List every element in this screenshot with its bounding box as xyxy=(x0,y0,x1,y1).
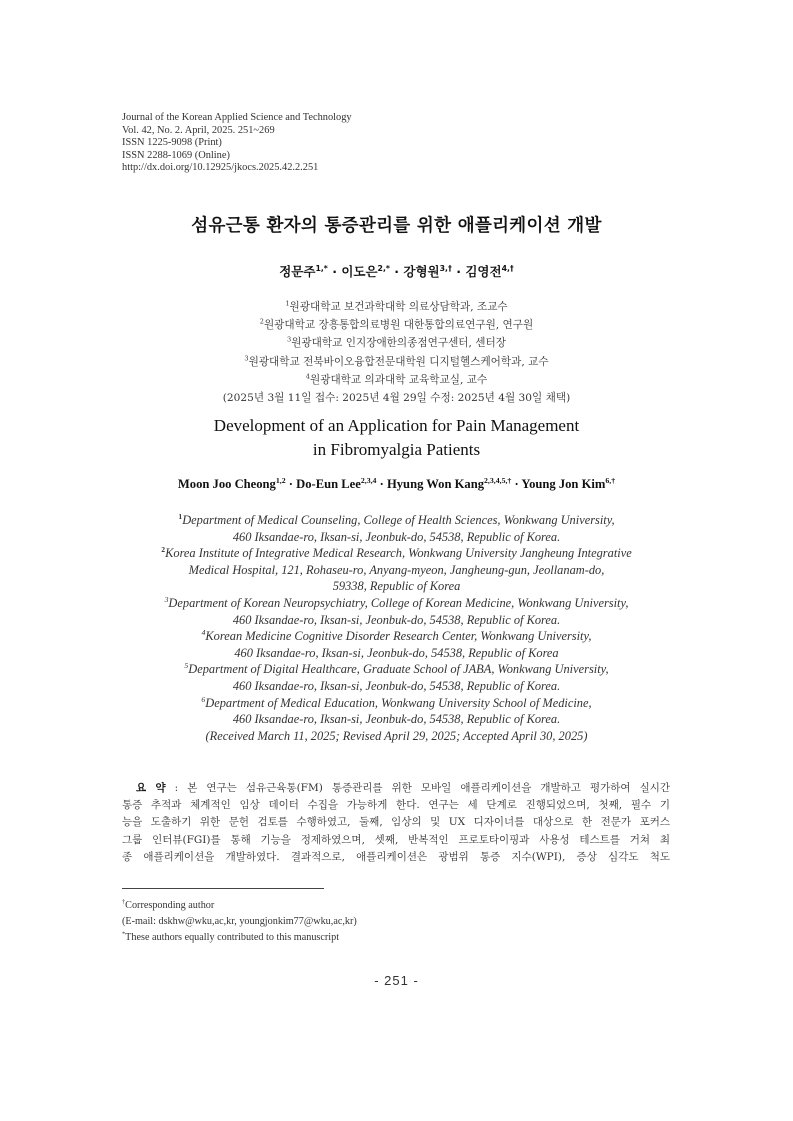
abstract-label: 요 약 xyxy=(136,782,166,794)
author-affil-sup: 4,† xyxy=(501,263,514,273)
author-name: Moon Joo Cheong xyxy=(177,477,276,491)
author-name: Young Jon Kim xyxy=(521,477,606,491)
author-affil-sup: 6,† xyxy=(605,475,616,485)
affiliation-line xyxy=(0,298,793,316)
footnote-divider xyxy=(122,888,324,889)
abstract-line: 종 애플리케이션을 개발하였다. 결과적으로, 애플리케이션은 광범위 통증 지수(WPI), 증상 심각도 척도 xyxy=(122,850,670,863)
author-separator: · xyxy=(394,264,400,279)
affiliation-line xyxy=(0,595,793,612)
affiliation-line: Medical Hospital, 121, Rohaseu-ro, Anyang-myeon, Jangheung-gun, Jeollanam-do, xyxy=(188,562,605,577)
affil-text: 원광대학교 의과대학 교육학교실, 교수 xyxy=(309,373,488,386)
author-affil-sup: 3,† xyxy=(439,263,452,273)
affil-sup: 4 xyxy=(201,628,206,638)
affil-sup: 1 xyxy=(285,299,290,308)
affil-sup: 5 xyxy=(184,661,189,671)
korean-title: 섬유근통 환자의 통증관리를 위한 애플리케이션 개발 xyxy=(191,216,602,236)
affil-text: Department of Medical Education, Wonkwang University School of Medicine, xyxy=(205,695,592,710)
corresponding-author-note xyxy=(122,898,357,914)
affil-sup: 4 xyxy=(305,372,310,381)
author-name: 강형원 xyxy=(403,264,440,279)
affiliation-line: 460 Iksandae-ro, Iksan-si, Jeonbuk-do, 54538, Republic of Korea. xyxy=(232,612,561,627)
author-name: 정문주 xyxy=(279,264,316,279)
author-affil-sup: 2,* xyxy=(377,263,390,273)
author-separator: · xyxy=(456,264,461,279)
korean-affiliations xyxy=(0,298,793,407)
abstract-line xyxy=(122,780,670,797)
affiliation-line xyxy=(0,545,793,562)
dagger-mark: † xyxy=(122,898,126,906)
issn-print: ISSN 1225-9098 (Print) xyxy=(122,137,222,149)
affil-text: Department of Digital Healthcare, Graduate School of JABA, Wonkwang University, xyxy=(188,662,609,677)
affil-text: 원광대학교 전북바이오융합전문대학원 디지털헬스케어학과, 교수 xyxy=(248,355,549,368)
affil-text: Department of Korean Neuropsychiatry, College of Korean Medicine, Wonkwang University, xyxy=(168,595,629,610)
affiliation-line xyxy=(0,628,793,645)
affiliation-line xyxy=(0,316,793,334)
author-affil-sup: 1,* xyxy=(315,263,328,273)
author-separator: · xyxy=(379,477,384,491)
journal-info xyxy=(122,112,352,175)
abstract-line: 그룹 인터뷰(FGI)를 통해 기능을 정제하였으며, 셋째, 반복적인 프로토타이핑과 사용성 테스트를 거쳐 최 xyxy=(122,833,670,846)
affil-text: Korean Medicine Cognitive Disorder Research Center, Wonkwang University, xyxy=(205,629,592,644)
affiliation-line xyxy=(0,371,793,389)
affiliation-line xyxy=(0,334,793,352)
footnote-text: Corresponding author xyxy=(125,900,215,911)
author-name: Hyung Won Kang xyxy=(386,477,485,491)
affil-sup: 3 xyxy=(287,335,292,344)
author-affil-sup: 2,3,4,5,† xyxy=(484,475,512,485)
corresponding-email: (E-mail: dskhw@wku,ac,kr, youngjonkim77@wku,ac,kr) xyxy=(122,916,357,927)
asterisk-mark: * xyxy=(122,930,126,938)
received-dates-korean: (2025년 3월 11일 접수: 2025년 4월 29일 수정: 2025년 4월 30일 채택) xyxy=(222,392,571,405)
affiliation-line: 460 Iksandae-ro, Iksan-si, Jeonbuk-do, 54538, Republic of Korea. xyxy=(232,529,561,544)
affil-sup: 2 xyxy=(259,317,264,326)
journal-volume: Vol. 42, No. 2. April, 2025. 251~269 xyxy=(122,124,275,136)
affiliation-line: 59338, Republic of Korea xyxy=(332,579,461,594)
affiliation-line xyxy=(0,353,793,371)
abstract-line: 통증 추적과 체계적인 임상 데이터 수집을 가능하게 한다. 연구는 세 단계로 진행되었으며, 첫째, 필수 기 xyxy=(122,799,670,812)
author-separator: · xyxy=(514,477,519,491)
affil-text: Department of Medical Counseling, College of Health Sciences, Wonkwang University, xyxy=(182,513,615,527)
affil-text: 원광대학교 보건과학대학 의료상담학과, 조교수 xyxy=(289,301,508,313)
affil-sup: 6 xyxy=(201,694,206,704)
author-separator: · xyxy=(288,477,293,491)
author-separator: · xyxy=(332,264,337,279)
affiliation-line: 460 Iksandae-ro, Iksan-si, Jeonbuk-do, 54538, Republic of Korea. xyxy=(232,712,561,727)
english-title xyxy=(0,414,793,462)
english-title-line: in Fibromyalgia Patients xyxy=(312,440,481,459)
english-title-line: Development of an Application for Pain Management xyxy=(213,416,580,435)
affiliation-line xyxy=(0,512,793,529)
affiliation-line xyxy=(0,661,793,678)
doi-link[interactable]: http://dx.doi.org/10.12925/jkocs.2025.42.2.251 xyxy=(122,162,319,174)
abstract xyxy=(122,780,670,866)
affil-sup: 1 xyxy=(178,511,183,521)
affil-sup: 2 xyxy=(161,545,166,555)
affiliation-line: 460 Iksandae-ro, Iksan-si, Jeonbuk-do, 54538, Republic of Korea xyxy=(234,645,559,660)
page-number: - 251 - xyxy=(374,973,419,988)
affil-sup: 3 xyxy=(244,354,249,363)
author-affil-sup: 2,3,4 xyxy=(360,475,377,485)
author-affil-sup: 1,2 xyxy=(275,475,286,485)
abstract-line: 능을 도출하기 위한 문헌 검토를 수행하였고, 둘째, 임상의 및 UX 디자이너를 대상으로 한 전문가 포커스 xyxy=(122,816,670,829)
affil-text: 원광대학교 인지장애한의종점연구센터, 센터장 xyxy=(291,337,506,350)
affil-text: 원광대학교 장흥통합의료병원 대한통합의료연구원, 연구원 xyxy=(263,319,534,332)
issn-online: ISSN 2288-1069 (Online) xyxy=(122,149,230,161)
affil-sup: 3 xyxy=(164,594,169,604)
author-name: 이도은 xyxy=(341,264,378,279)
affil-text: Korea Institute of Integrative Medical Research, Wonkwang University Jangheung Integrative xyxy=(165,546,632,561)
author-name: 김영전 xyxy=(465,264,502,279)
affiliation-line xyxy=(0,695,793,712)
korean-authors xyxy=(0,262,793,280)
author-name: Do-Eun Lee xyxy=(296,477,361,491)
english-authors xyxy=(0,477,793,492)
equal-contribution-note xyxy=(122,930,357,946)
footnote-text: These authors equally contributed to this manuscript xyxy=(125,932,340,943)
abstract-text: : 본 연구는 섬유근육통(FM) 통증관리를 위한 모바일 애플리케이션을 개발하고 평가하여 실시간 xyxy=(174,782,670,794)
affiliation-line: 460 Iksandae-ro, Iksan-si, Jeonbuk-do, 54538, Republic of Korea. xyxy=(232,678,561,693)
footnotes xyxy=(122,898,357,946)
journal-name: Journal of the Korean Applied Science and Technology xyxy=(122,112,352,123)
received-dates-english: (Received March 11, 2025; Revised April 29, 2025; Accepted April 30, 2025) xyxy=(205,728,588,743)
english-affiliations xyxy=(0,512,793,744)
